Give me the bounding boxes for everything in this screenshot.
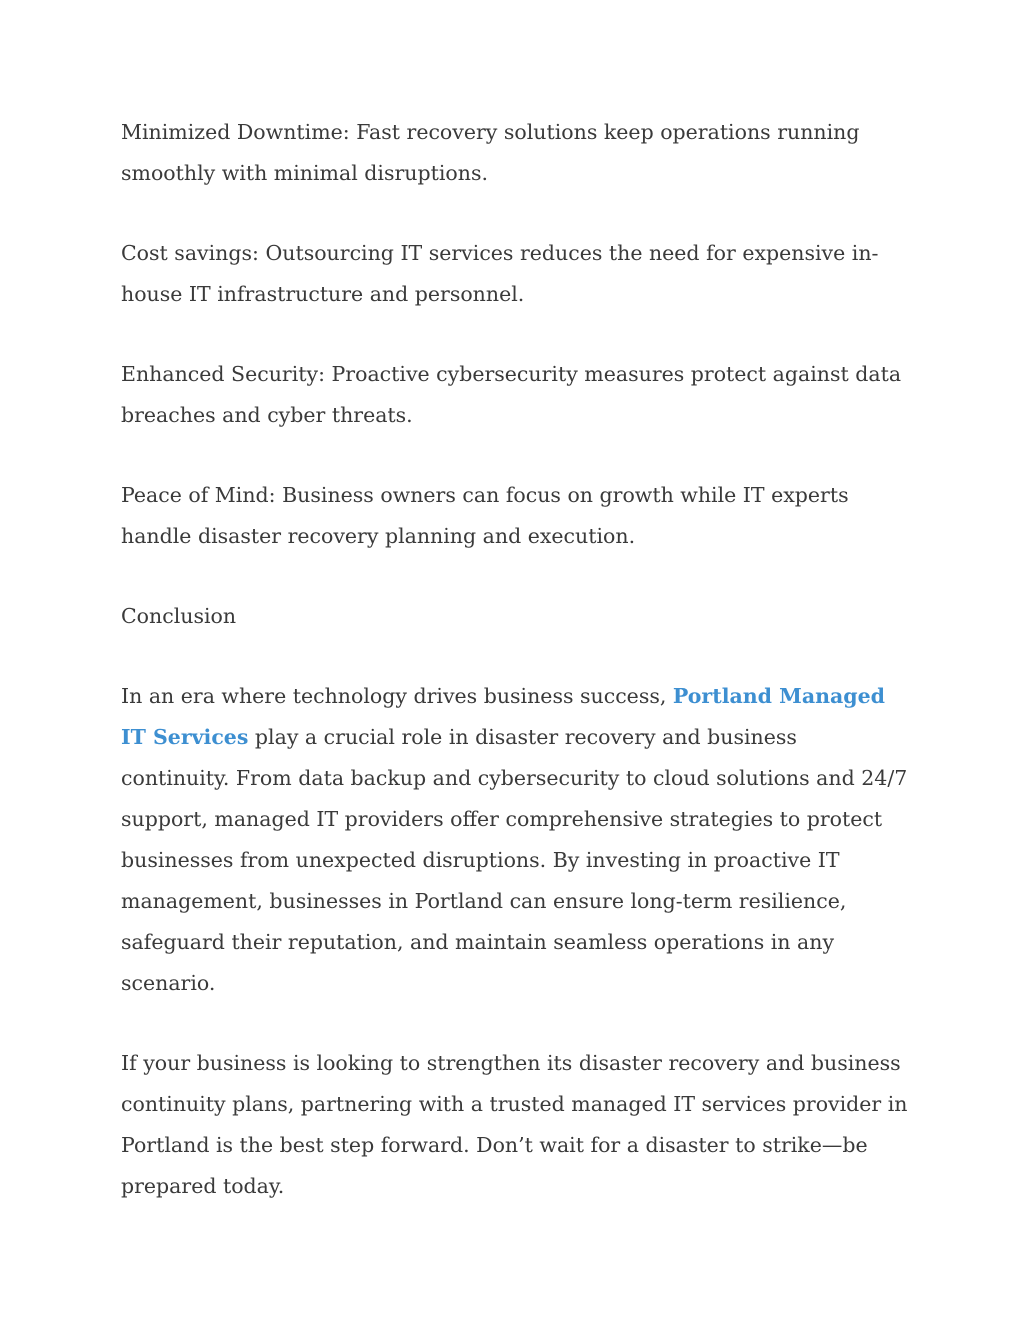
- paragraph-conclusion: [121, 676, 911, 1004]
- paragraph-peace-of-mind: Peace of Mind: Business owners can focus on growth while IT experts handle disaster recovery planning and execution.: [121, 483, 849, 548]
- paragraph-call-to-action: If your business is looking to strengthen its disaster recovery and business continuity plans, partnering with a trusted managed IT services provider in Portland is the best step forward. Don’t wait for a disaster to strike—be prepared today.: [121, 1051, 908, 1198]
- conclusion-text-start: In an era where technology drives business success,: [121, 684, 673, 708]
- paragraph-minimized-downtime: Minimized Downtime: Fast recovery solutions keep operations running smoothly with minimal disruptions.: [121, 120, 860, 185]
- portland-managed-it-services-link[interactable]: Portland Managed IT Services: [121, 684, 886, 749]
- conclusion-heading: Conclusion: [121, 604, 237, 628]
- paragraph-enhanced-security: Enhanced Security: Proactive cybersecurity measures protect against data breaches and cyber threats.: [121, 362, 902, 427]
- paragraph-cost-savings: Cost savings: Outsourcing IT services reduces the need for expensive in-house IT infrastructure and personnel.: [121, 241, 879, 306]
- document-body: [121, 112, 911, 1246]
- conclusion-text-end: play a crucial role in disaster recovery and business continuity. From data backup and cybersecurity to cloud solutions and 24/7 support, managed IT providers offer comprehensive strategies to protect businesses from unexpected disruptions. By investing in proactive IT management, businesses in Portland can ensure long-term resilience, safeguard their reputation, and maintain seamless operations in any scenario.: [121, 725, 908, 995]
